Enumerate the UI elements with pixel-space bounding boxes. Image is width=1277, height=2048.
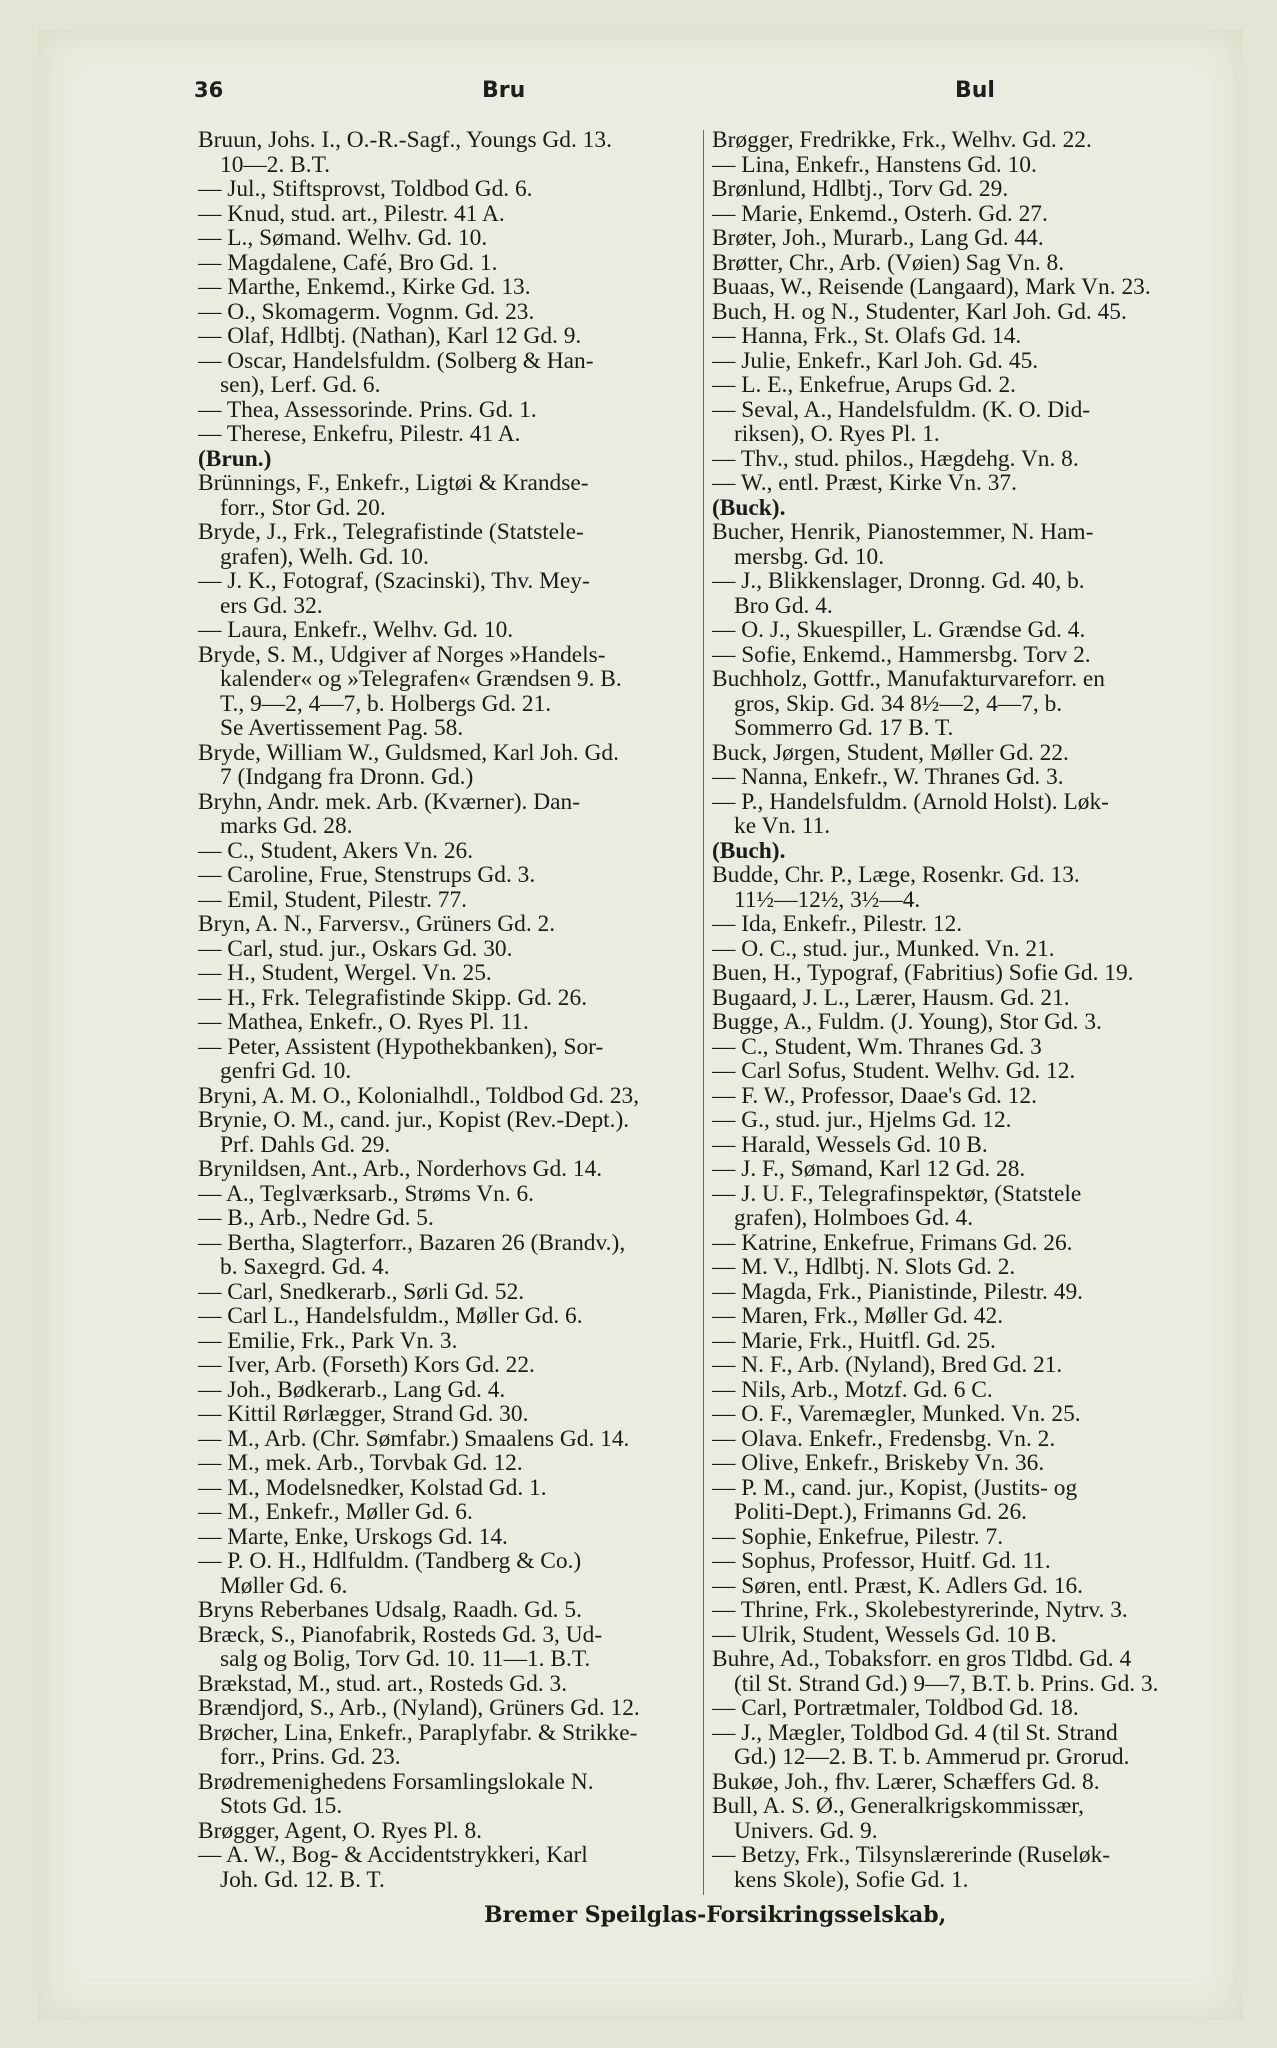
directory-entry-line: Brynildsen, Ant., Arb., Norderhovs Gd. 14. [198,1157,603,1182]
directory-entry-line: — J. F., Sømand, Karl 12 Gd. 28. [712,1157,1026,1182]
directory-entry-line: Sommerro Gd. 17 B. T. [734,716,954,741]
directory-entry-line: 7 (Indgang fra Dronn. Gd.) [220,765,474,790]
directory-entry-line: Bryde, S. M., Udgiver af Norges »Handels- [198,642,606,667]
directory-entry-line: — Seval, A., Handelsfuldm. (K. O. Did- [712,397,1091,422]
directory-entry-line: — J. K., Fotograf, (Szacinski), Thv. Mey- [198,569,590,594]
directory-entry-line: — Nils, Arb., Motzf. Gd. 6 C. [712,1377,993,1402]
page-number: 36 [194,78,224,102]
directory-entry-line: — Carl, Portrætmaler, Toldbod Gd. 18. [712,1696,1079,1721]
directory-entry-line: Bryns Reberbanes Udsalg, Raadh. Gd. 5. [198,1598,582,1623]
directory-entry-line: Brøgger, Fredrikke, Frk., Welhv. Gd. 22. [712,128,1092,153]
directory-entry-line: Brækstad, M., stud. art., Rosteds Gd. 3. [198,1671,568,1696]
directory-entry-line: genfri Gd. 10. [220,1059,352,1084]
directory-entry-line: — Sophus, Professor, Huitf. Gd. 11. [712,1549,1051,1574]
directory-entry-line: Buch, H. og N., Studenter, Karl Joh. Gd. 45. [712,299,1127,324]
directory-entry-line: Brøgger, Agent, O. Ryes Pl. 8. [198,1818,482,1843]
directory-entry-line: — Thv., stud. philos., Hægdehg. Vn. 8. [712,446,1079,471]
directory-entry-line: Budde, Chr. P., Læge, Rosenkr. Gd. 13. [712,863,1080,888]
directory-entry-line: Buck, Jørgen, Student, Møller Gd. 22. [712,740,1069,765]
right-column [712,128,1210,1892]
directory-entry-line: — Mathea, Enkefr., O. Ryes Pl. 11. [198,1010,529,1035]
directory-entry-line: — B., Arb., Nedre Gd. 5. [198,1206,434,1231]
directory-entry-line: — Marie, Enkemd., Osterh. Gd. 27. [712,201,1048,226]
directory-entry-line: Bukøe, Joh., fhv. Lærer, Schæffers Gd. 8. [712,1769,1100,1794]
directory-entry-line: sen), Lerf. Gd. 6. [220,373,381,398]
footer-advert: Bremer Speilglas-Forsikringsselskab, [484,1902,947,1928]
directory-entry-line: — F. W., Professor, Daae's Gd. 12. [712,1083,1037,1108]
directory-entry-line: Univers. Gd. 9. [734,1818,878,1843]
directory-entry-line: — J., Blikkenslager, Dronng. Gd. 40, b. [712,569,1085,594]
directory-entry-line: Brøter, Joh., Murarb., Lang Gd. 44. [712,226,1044,251]
directory-entry-line: (Brun.) [198,446,272,471]
directory-entry-line: riksen), O. Ryes Pl. 1. [734,422,940,447]
directory-entry-line: — Carl, stud. jur., Oskars Gd. 30. [198,936,513,961]
directory-entry-line: (Buck). [712,495,786,520]
directory-entry-line: Bull, A. S. Ø., Generalkrigskommissær, [712,1794,1085,1819]
directory-entry-line: — Marthe, Enkemd., Kirke Gd. 13. [198,275,531,300]
directory-entry-line: — C., Student, Akers Vn. 26. [198,838,474,863]
directory-entry-line: — Julie, Enkefr., Karl Joh. Gd. 45. [712,348,1039,373]
directory-entry-line: Se Avertissement Pag. 58. [220,716,464,741]
directory-entry-line: — O. C., stud. jur., Munked. Vn. 21. [712,936,1055,961]
directory-entry-line: — Jul., Stiftsprovst, Toldbod Gd. 6. [198,177,533,202]
directory-entry-line: — N. F., Arb. (Nyland), Bred Gd. 21. [712,1353,1063,1378]
directory-entry-line: forr., Stor Gd. 20. [220,495,386,520]
directory-entry-line: — Maren, Frk., Møller Gd. 42. [712,1304,1004,1329]
directory-entry-line: — M., Modelsnedker, Kolstad Gd. 1. [198,1475,547,1500]
directory-entry-line: — Marie, Frk., Huitfl. Gd. 25. [712,1328,996,1353]
directory-entry-line: Bro Gd. 4. [734,593,833,618]
directory-entry-line: forr., Prins. Gd. 23. [220,1745,401,1770]
directory-entry-line: — J., Mægler, Toldbod Gd. 4 (til St. Strand [712,1720,1118,1745]
directory-entry-line: — J. U. F., Telegrafinspektør, (Statstele [712,1181,1082,1206]
directory-entry-line: — L., Sømand. Welhv. Gd. 10. [198,226,488,251]
directory-entry-line: Bryde, William W., Guldsmed, Karl Joh. Gd. [198,740,619,765]
directory-entry-line: Buaas, W., Reisende (Langaard), Mark Vn. 23. [712,275,1151,300]
directory-entry-line: — G., stud. jur., Hjelms Gd. 12. [712,1108,1012,1133]
directory-entry-line: — Emil, Student, Pilestr. 77. [198,887,468,912]
directory-entry-line: — Nanna, Enkefr., W. Thranes Gd. 3. [712,765,1064,790]
directory-entry-line: Bucher, Henrik, Pianostemmer, N. Ham- [712,520,1094,545]
directory-entry-line: Brønlund, Hdlbtj., Torv Gd. 29. [712,177,1009,202]
directory-entry-line: — P., Handelsfuldm. (Arnold Holst). Løk- [712,789,1109,814]
directory-entry-line: — Katrine, Enkefrue, Frimans Gd. 26. [712,1230,1073,1255]
directory-entry-line: (til St. Strand Gd.) 9—7, B.T. b. Prins. Gd. 3. [734,1671,1159,1696]
directory-entry-line: — Lina, Enkefr., Hanstens Gd. 10. [712,152,1037,177]
left-running-head: Bru [482,78,526,103]
directory-entry-line: — Marte, Enke, Urskogs Gd. 14. [198,1524,508,1549]
directory-entry-line: Møller Gd. 6. [220,1573,348,1598]
directory-entry-line: Bræck, S., Pianofabrik, Rosteds Gd. 3, Ud- [198,1622,603,1647]
directory-entry-line: — Carl L., Handelsfuldm., Møller Gd. 6. [198,1304,583,1329]
directory-entry-line: ke Vn. 11. [734,814,831,839]
directory-entry-line: — W., entl. Præst, Kirke Vn. 37. [712,471,1017,496]
directory-entry-line: — Caroline, Frue, Stenstrups Gd. 3. [198,863,536,888]
column-divider [703,130,704,1895]
directory-entry-line: salg og Bolig, Torv Gd. 10. 11—1. B.T. [220,1647,591,1672]
directory-entry-line: — Ulrik, Student, Wessels Gd. 10 B. [712,1622,1057,1647]
directory-entry-line: — Sophie, Enkefrue, Pilestr. 7. [712,1524,1004,1549]
directory-entry-line: — O. F., Varemægler, Munked. Vn. 25. [712,1402,1081,1427]
directory-entry-line: — M., mek. Arb., Torvbak Gd. 12. [198,1451,523,1476]
directory-entry-line: — C., Student, Wm. Thranes Gd. 3 [712,1034,1042,1059]
directory-entry-line: Brynie, O. M., cand. jur., Kopist (Rev.-Dept.). [198,1108,630,1133]
directory-entry-line: Joh. Gd. 12. B. T. [220,1867,385,1892]
directory-entry-line: — Iver, Arb. (Forseth) Kors Gd. 22. [198,1353,535,1378]
directory-entry-line: 11½—12½, 3½—4. [734,887,921,912]
directory-entry-line: Gd.) 12—2. B. T. b. Ammerud pr. Grorud. [734,1745,1130,1770]
directory-entry-line: — Therese, Enkefru, Pilestr. 41 A. [198,422,521,447]
directory-entry-line: — Emilie, Frk., Park Vn. 3. [198,1328,458,1353]
directory-entry-line: Bugge, A., Fuldm. (J. Young), Stor Gd. 3. [712,1010,1102,1035]
directory-entry-line: kens Skole), Sofie Gd. 1. [734,1867,969,1892]
right-running-head: Bul [955,78,995,103]
directory-entry-line: — P. M., cand. jur., Kopist, (Justits- og [712,1475,1078,1500]
directory-entry-line: kalender« og »Telegrafen« Grændsen 9. B. [220,667,622,692]
directory-entry-line: — Joh., Bødkerarb., Lang Gd. 4. [198,1377,506,1402]
directory-entry-line: (Buch). [712,838,786,863]
directory-entry-line: — Bertha, Slagterforr., Bazaren 26 (Brandv.), [198,1230,626,1255]
directory-entry-line: Politi-Dept.), Frimanns Gd. 26. [734,1500,1028,1525]
directory-entry-line: — Thrine, Frk., Skolebestyrerinde, Nytrv. 3. [712,1598,1128,1623]
directory-entry-line: Bryni, A. M. O., Kolonialhdl., Toldbod Gd. 23, [198,1083,640,1108]
directory-entry-line: — A., Teglværksarb., Strøms Vn. 6. [198,1181,535,1206]
directory-entry-line: — Olava. Enkefr., Fredensbg. Vn. 2. [712,1426,1056,1451]
directory-entry-line: — Ida, Enkefr., Pilestr. 12. [712,912,963,937]
directory-entry-line: — M., Enkefr., Møller Gd. 6. [198,1500,473,1525]
directory-entry-line: — M. V., Hdlbtj. N. Slots Gd. 2. [712,1255,1016,1280]
directory-entry-line: Brøtter, Chr., Arb. (Vøien) Sag Vn. 8. [712,250,1065,275]
directory-entry-line: — Kittil Rørlægger, Strand Gd. 30. [198,1402,529,1427]
directory-entry-line: Bryhn, Andr. mek. Arb. (Kværner). Dan- [198,789,580,814]
directory-entry-line: gros, Skip. Gd. 34 8½—2, 4—7, b. [734,691,1063,716]
directory-entry-line: — O., Skomagerm. Vognm. Gd. 23. [198,299,535,324]
directory-entry-line: — O. J., Skuespiller, L. Grændse Gd. 4. [712,618,1086,643]
directory-entry-line: grafen), Holmboes Gd. 4. [734,1206,974,1231]
directory-entry-line: Buen, H., Typograf, (Fabritius) Sofie Gd. 19. [712,961,1134,986]
directory-entry-line: Brødremenighedens Forsamlingslokale N. [198,1769,594,1794]
directory-entry-line: Buchholz, Gottfr., Manufakturvareforr. en [712,667,1105,692]
left-column [198,128,694,1892]
directory-entry-line: — Olaf, Hdlbtj. (Nathan), Karl 12 Gd. 9. [198,324,582,349]
directory-entry-line: grafen), Welh. Gd. 10. [220,544,429,569]
directory-entry-line: Bruun, Johs. I., O.-R.-Sagf., Youngs Gd. 13. [198,128,612,153]
directory-entry-line: Brøcher, Lina, Enkefr., Paraplyfabr. & Strikke- [198,1720,638,1745]
directory-entry-line: — Knud, stud. art., Pilestr. 41 A. [198,201,505,226]
directory-entry-line: — Oscar, Handelsfuldm. (Solberg & Han- [198,348,594,373]
directory-entry-line: — Carl Sofus, Student. Welhv. Gd. 12. [712,1059,1076,1084]
directory-entry-line: — Carl, Snedkerarb., Sørli Gd. 52. [198,1279,525,1304]
directory-entry-line: — M., Arb. (Chr. Sømfabr.) Smaalens Gd. 14. [198,1426,630,1451]
directory-entry-line: Brændjord, S., Arb., (Nyland), Grüners Gd. 12. [198,1696,640,1721]
directory-entry-line: Bryn, A. N., Farversv., Grüners Gd. 2. [198,912,556,937]
directory-entry-line: T., 9—2, 4—7, b. Holbergs Gd. 21. [220,691,552,716]
directory-entry-line: — H., Student, Wergel. Vn. 25. [198,961,492,986]
directory-entry-line: Bryde, J., Frk., Telegrafistinde (Statstele- [198,520,584,545]
directory-entry-line: mersbg. Gd. 10. [734,544,885,569]
directory-entry-line: marks Gd. 28. [220,814,353,839]
directory-entry-line: Prf. Dahls Gd. 29. [220,1132,391,1157]
directory-entry-line: — Magdalene, Café, Bro Gd. 1. [198,250,498,275]
directory-entry-line: 10—2. B.T. [220,152,331,177]
directory-entry-line: — Laura, Enkefr., Welhv. Gd. 10. [198,618,514,643]
directory-entry-line: — A. W., Bog- & Accidentstrykkeri, Karl [198,1843,588,1868]
directory-entry-line: Buhre, Ad., Tobaksforr. en gros Tldbd. Gd. 4 [712,1647,1132,1672]
directory-entry-line: ers Gd. 32. [220,593,323,618]
directory-entry-line: Stots Gd. 15. [220,1794,343,1819]
directory-entry-line: — P. O. H., Hdlfuldm. (Tandberg & Co.) [198,1549,582,1574]
directory-entry-line: — L. E., Enkefrue, Arups Gd. 2. [712,373,1017,398]
directory-entry-line: Bugaard, J. L., Lærer, Hausm. Gd. 21. [712,985,1070,1010]
directory-entry-line: — Olive, Enkefr., Briskeby Vn. 36. [712,1451,1045,1476]
directory-entry-line: — Harald, Wessels Gd. 10 B. [712,1132,988,1157]
directory-entry-line: — Betzy, Frk., Tilsynslærerinde (Ruseløk- [712,1843,1111,1868]
directory-entry-line: — Thea, Assessorinde. Prins. Gd. 1. [198,397,537,422]
directory-entry-line: Brünnings, F., Enkefr., Ligtøi & Krandse- [198,471,589,496]
directory-entry-line: — Sofie, Enkemd., Hammersbg. Torv 2. [712,642,1091,667]
directory-entry-line: — Magda, Frk., Pianistinde, Pilestr. 49. [712,1279,1083,1304]
directory-entry-line: — Søren, entl. Præst, K. Adlers Gd. 16. [712,1573,1083,1598]
directory-entry-line: b. Saxegrd. Gd. 4. [220,1255,390,1280]
directory-entry-line: — H., Frk. Telegrafistinde Skipp. Gd. 26. [198,985,588,1010]
directory-entry-line: — Hanna, Frk., St. Olafs Gd. 14. [712,324,1022,349]
directory-entry-line: — Peter, Assistent (Hypothekbanken), Sor- [198,1034,604,1059]
